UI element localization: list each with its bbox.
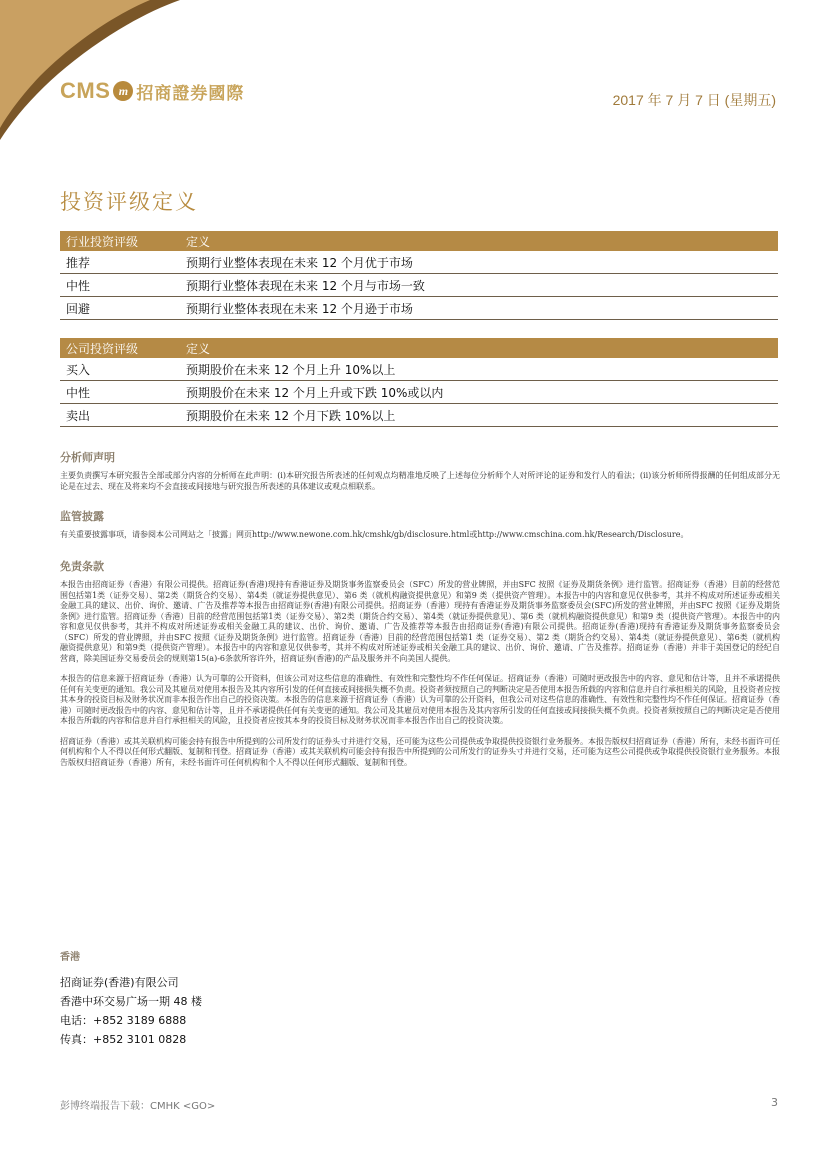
rating-cell: 回避 [60,297,180,320]
disclaimer-paragraph: 本报告由招商证券（香港）有限公司提供。招商证券(香港)现持有香港证券及期货事务监察委员会（SFC）所发的营业牌照，并由SFC 按照《证券及期货条例》进行监管。招商证券（香港）目前的经营范围包括第1类（证券交易）、第2类（期货合约交易）、第4类（就证券提供意见）、第6 类（就机构融资提供意见）和第9 类（提供资产管理）。本报告中的内容和意见仅供参考，其并不构成对所述证券或相关金融工具的建议、出价、询价、邀请、广告及推荐等本报告由招商证券(香港)有限公司提供。招商证券（香港）现持有香港证券及期货事务监察委员会(SFC)所发的营业牌照，并由SFC 按照《证券及期货条例》进行监管。招商证券（香港）目前的经营范围包括第1类（证券交易）、第2类（期货合约交易）、第4类（就证券提供意见）、第6 类（就机构融资提供意见）和第9 类（提供资产管理）。本报告中的内容和意见仅供参考，其并不构成对所述证券或相关金融工具的建议、出价、询价、邀请、广告及推荐等本报告由招商证券(香港)有限公司提供。招商证券(香港)现持有香港证券及期货事务监察委员会（SFC）所发的营业牌照，并由SFC 按照《证券及期货条例》进行监管。招商证券（香港）目前的经营范围包括第1 类（证券交易）、第2 类（期货合约交易）、第4类（就证券提供意见）、第6类（就机构融资提供意见）和第9类（提供资产管理）。本报告中的内容和意见仅供参考，其并不构成对所述证券或相关金融工具的建议、出价、询价、邀请、广告及推荐。招商证券（香港）并非于美国登记的经纪自营商，除美国证券交易委员会的规则第15(a)-6条款所容许外，招商证券(香港)的产品及服务并不向美国人提供。 [60,580,780,663]
company-rating-table [60,338,778,427]
disclaimer-paragraph: 招商证券（香港）或其关联机构可能会持有报告中所提到的公司所发行的证券头寸并进行交易，还可能为这些公司提供或争取提供投资银行业务服务。本报告版权归招商证券（香港）所有，未经书面许可任何机构和个人不得以任何形式翻版、复制和刊登。招商证券（香港）或其关联机构可能会持有报告中所提到的公司所发行的证券头寸并进行交易，还可能为这些公司提供或争取提供投资银行业务服务。本报告版权归招商证券（香港）所有，未经书面许可任何机构和个人不得以任何形式翻版、复制和刊登。 [60,736,780,767]
column-header: 行业投资评级 [60,231,180,251]
logo-chinese-name: 招商證券國際 [136,83,245,104]
page-title: 投资评级定义 [60,190,198,214]
page-number: 3 [771,1096,778,1109]
industry-rating-table [60,231,778,320]
fax: 传真：+852 3101 0828 [60,1033,187,1046]
definition-cell: 预期股价在未来 12 个月上升 10%以上 [180,358,778,381]
company-name: 招商证券(香港)有限公司 [60,976,179,989]
definition-cell: 预期行业整体表现在未来 12 个月逊于市场 [180,297,778,320]
table-header-row [60,338,778,358]
address: 香港中环交易广场一期 48 楼 [60,995,202,1008]
table-row [60,358,778,381]
rating-cell: 推荐 [60,251,180,274]
footer-source: 彭博终端报告下载：CMHK <GO> [60,1101,216,1112]
definition-cell: 预期行业整体表现在未来 12 个月优于市场 [180,251,778,274]
disclaimer-section [60,558,780,768]
table-header-row [60,231,778,251]
analyst-statement-section [60,449,780,492]
column-header: 定义 [180,231,778,251]
rating-cell: 卖出 [60,404,180,427]
logo-mark-icon: m [113,81,133,101]
logo-cms-text: CMS [60,78,111,103]
definition-cell: 预期行业整体表现在未来 12 个月与市场一致 [180,274,778,297]
phone: 电话：+852 3189 6888 [60,1014,187,1027]
contact-block [60,948,202,1049]
section-heading: 监管披露 [60,510,104,523]
company-logo [60,78,244,104]
column-header: 公司投资评级 [60,338,180,358]
definition-cell: 预期股价在未来 12 个月下跌 10%以上 [180,404,778,427]
report-date: 2017 年 7 月 7 日 (星期五) [612,92,776,108]
definition-cell: 预期股价在未来 12 个月上升或下跌 10%或以内 [180,381,778,404]
regulatory-disclosure-section [60,508,780,541]
disclaimer-paragraph: 本报告的信息来源于招商证券（香港）认为可靠的公开资料，但该公司对这些信息的准确性、有效性和完整性均不作任何保证。招商证券（香港）可随时更改报告中的内容、意见和估计等，且并不承诺提供任何有关变更的通知。我公司及其雇员对使用本报告及其内容所引发的任何直接或间接损失概不负责。投资者须按照自己的判断决定是否使用本报告所载的内容和信息并自行承担相关的风险，且投资者应按其本身的投资目标及财务状况而非本报告作出自己的投资决策。本报告的信息来源于招商证券（香港）认为可靠的公开资料，但我公司对这些信息的准确性、有效性和完整性均不作任何保证。招商证券（香港）可随时更改报告中的内容、意见和估计等，且并不承诺提供任何有关变更的通知。我公司及其雇员对使用本报告及其内容所引发的任何直接或间接损失概不负责。投资者须按照自己的判断决定是否使用本报告所载的内容和信息并自行承担相关的风险，且投资者应按其本身的投资目标及财务状况而非本报告作出自己的投资决策。 [60,674,780,725]
analyst-statement-text: 主要负责撰写本研究报告全部或部分内容的分析师在此声明：(i)本研究报告所表述的任何观点均精准地反映了上述每位分析师个人对所评论的证券和发行人的看法；(ii)该分析师所得报酬的任何组成部分无论是在过去、现在及将来均不会直接或间接地与研究报告所表述的具体建议或观点相联系。 [60,471,780,491]
region-heading: 香港 [60,952,80,963]
rating-cell: 中性 [60,274,180,297]
table-row [60,251,778,274]
table-row [60,404,778,427]
table-row [60,274,778,297]
table-row [60,297,778,320]
corner-decoration [0,0,180,150]
table-row [60,381,778,404]
column-header: 定义 [180,338,778,358]
rating-cell: 中性 [60,381,180,404]
section-heading: 免责条款 [60,560,104,573]
rating-cell: 买入 [60,358,180,381]
section-heading: 分析师声明 [60,451,115,464]
disclosure-text: 有关重要披露事项，请参阅本公司网站之「披露」网页http://www.newone.com.hk/cmshk/gb/disclosure.html或http://www.cmschina.com.hk/Research/Disclosure。 [60,530,689,539]
